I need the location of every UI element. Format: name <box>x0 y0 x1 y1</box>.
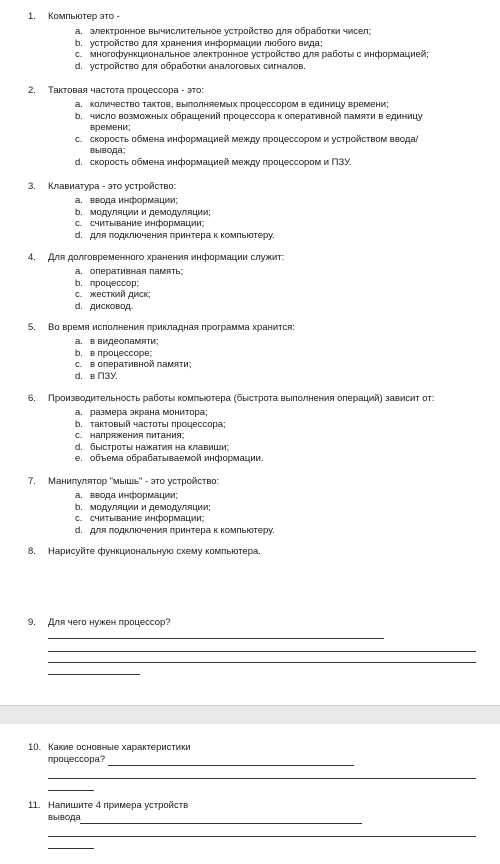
option-item <box>75 266 475 278</box>
option-text: напряжения питания; <box>90 430 185 441</box>
option-text: жесткий диск; <box>90 289 151 300</box>
question-text: Клавиатура - это устройство: <box>48 181 177 192</box>
option-text: тактовый частоты процессора; <box>90 418 226 430</box>
option-item <box>75 26 475 38</box>
option-letter: b. <box>75 37 83 49</box>
option-text: для подключения принтера к компьютеру. <box>90 229 275 241</box>
option-letter: c. <box>75 430 83 441</box>
answer-line[interactable] <box>48 674 140 675</box>
question-text: Для чего нужен процессор? <box>48 617 171 628</box>
option-text: в ПЗУ. <box>90 370 118 382</box>
answer-line[interactable] <box>48 651 476 652</box>
option-letter: d. <box>75 60 83 72</box>
question-number: 9. <box>28 617 36 628</box>
option-letter: a. <box>75 490 83 501</box>
question-text: Манипулятор "мышь" - это устройство: <box>48 476 220 487</box>
option-item <box>75 207 475 219</box>
option-text: ввода информации; <box>90 490 178 501</box>
question-number: 1. <box>28 11 36 22</box>
option-text: многофункциональное электронное устройство для работы с информацией; <box>90 49 429 60</box>
option-item <box>75 336 475 348</box>
option-text: число возможных обращений процессора к оперативной памяти в единицу времени; <box>90 110 423 133</box>
option-text: ввода информации; <box>90 195 178 206</box>
option-item <box>75 195 475 207</box>
option-letter: d. <box>75 300 83 312</box>
option-item <box>75 134 430 157</box>
option-text: считывание информации; <box>90 513 205 524</box>
page-separator <box>0 705 500 725</box>
option-text: размера экрана монитора; <box>90 407 208 418</box>
option-item <box>75 419 475 431</box>
question-text: Тактовая частота процессора - это: <box>48 85 204 96</box>
option-text: оперативная память; <box>90 266 184 277</box>
option-item <box>75 359 475 371</box>
question-number: 3. <box>28 181 36 192</box>
options-list <box>75 266 475 312</box>
option-letter: a. <box>75 336 83 347</box>
option-item <box>75 371 475 383</box>
option-text: устройство для хранения информации любого вида; <box>90 37 323 49</box>
option-text: модуляции и демодуляции; <box>90 206 211 218</box>
option-item <box>75 513 475 525</box>
option-item <box>75 157 465 169</box>
option-text: дисковод. <box>90 300 134 312</box>
option-item <box>75 38 475 50</box>
option-text: считывание информации; <box>90 218 205 229</box>
option-item <box>75 61 475 73</box>
answer-line[interactable] <box>108 765 354 766</box>
option-letter: b. <box>75 110 83 122</box>
option-letter: c. <box>75 513 83 524</box>
option-text: количество тактов, выполняемых процессором в единицу времени; <box>90 99 389 110</box>
answer-line[interactable] <box>48 848 94 849</box>
option-letter: b. <box>75 206 83 218</box>
option-item <box>75 230 475 242</box>
question-number: 7. <box>28 476 36 487</box>
options-list <box>75 99 465 168</box>
option-item <box>75 525 475 537</box>
option-letter: a. <box>75 266 83 277</box>
option-item <box>75 49 475 61</box>
option-item <box>75 348 475 360</box>
option-item <box>75 442 475 454</box>
question-number: 10. <box>28 742 42 753</box>
answer-line[interactable] <box>48 778 476 779</box>
option-text: скорость обмена информацией между процессором и устройством ввода/вывода; <box>90 133 419 156</box>
option-text: электронное вычислительное устройство для обработки чисел; <box>90 26 372 37</box>
option-letter: b. <box>75 347 83 359</box>
question-number: 4. <box>28 252 36 263</box>
option-letter: c. <box>75 359 83 370</box>
option-item <box>75 99 465 111</box>
question-number: 6. <box>28 393 36 404</box>
option-text: устройство для обработки аналоговых сигналов. <box>90 60 306 72</box>
question-text: Какие основные характеристики процессора? <box>48 742 191 765</box>
option-letter: d. <box>75 370 83 382</box>
option-text: в процессоре; <box>90 347 153 359</box>
question-text: Для долговременного хранения информации служит: <box>48 252 285 263</box>
worksheet-page-2 <box>0 724 500 864</box>
answer-line[interactable] <box>48 790 94 791</box>
answer-line[interactable] <box>48 836 476 837</box>
option-item <box>75 218 475 230</box>
question-text: Во время исполнения прикладная программа хранится: <box>48 322 295 333</box>
option-letter: c. <box>75 133 83 145</box>
option-text: процессор; <box>90 277 140 289</box>
option-letter: b. <box>75 418 83 430</box>
option-text: скорость обмена информацией между процессором и ПЗУ. <box>90 156 352 168</box>
option-letter: a. <box>75 195 83 206</box>
option-text: для подключения принтера к компьютеру. <box>90 524 275 536</box>
option-letter: c. <box>75 218 83 229</box>
options-list <box>75 336 475 382</box>
answer-line[interactable] <box>48 662 476 663</box>
option-letter: d. <box>75 524 83 536</box>
question-text: Напишите 4 примера устройств вывода <box>48 800 189 823</box>
option-item <box>75 490 475 502</box>
options-list <box>75 195 475 241</box>
question-number: 5. <box>28 322 36 333</box>
question-number: 2. <box>28 85 36 96</box>
option-letter: c. <box>75 289 83 300</box>
option-text: объема обрабатываемой информации. <box>90 453 264 464</box>
option-letter: d. <box>75 441 83 453</box>
question-number: 11. <box>28 800 41 811</box>
answer-line[interactable] <box>48 638 384 639</box>
option-letter: e. <box>75 453 83 464</box>
options-list <box>75 490 475 536</box>
question-text: Производительность работы компьютера (быстрота выполнения операций) зависит от: <box>48 393 435 404</box>
option-item <box>75 430 475 442</box>
options-list <box>75 26 475 72</box>
option-item <box>75 502 475 514</box>
option-text: в оперативной памяти; <box>90 359 192 370</box>
question-number: 8. <box>28 546 36 557</box>
question-text: Нарисуйте функциональную схему компьютера. <box>48 546 261 557</box>
option-item <box>75 289 475 301</box>
option-item <box>75 278 475 290</box>
answer-line[interactable] <box>80 823 362 824</box>
option-item <box>75 453 475 465</box>
option-letter: a. <box>75 99 83 110</box>
option-item <box>75 111 465 134</box>
option-letter: d. <box>75 229 83 241</box>
option-item <box>75 407 475 419</box>
option-text: в видеопамяти; <box>90 336 159 347</box>
option-letter: b. <box>75 277 83 289</box>
option-letter: a. <box>75 407 83 418</box>
option-text: быстроты нажатия на клавиши; <box>90 441 230 453</box>
question-text: Компьютер это - <box>48 11 120 22</box>
option-letter: a. <box>75 26 83 37</box>
option-item <box>75 301 475 313</box>
option-text: модуляции и демодуляции; <box>90 501 211 513</box>
options-list <box>75 407 475 465</box>
option-letter: d. <box>75 156 83 168</box>
option-letter: c. <box>75 49 83 60</box>
option-letter: b. <box>75 501 83 513</box>
